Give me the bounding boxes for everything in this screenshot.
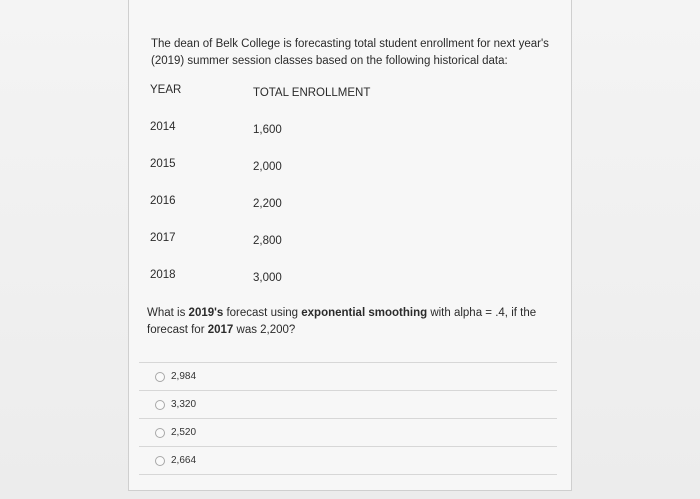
radio-button[interactable] <box>155 456 165 466</box>
answer-option-label: 3,320 <box>171 399 197 410</box>
table-cell-year: 2017 <box>150 232 176 244</box>
radio-button[interactable] <box>155 372 165 382</box>
radio-button[interactable] <box>155 400 165 410</box>
question-intro: The dean of Belk College is forecasting total student enrollment for next year's (2019) summer session classes based on the following historical data: <box>151 38 549 67</box>
answer-option[interactable] <box>139 418 557 446</box>
answer-option[interactable] <box>139 446 557 475</box>
answer-option-label: 2,664 <box>171 455 197 466</box>
answer-option-label: 2,520 <box>171 427 197 438</box>
table-cell-enrollment: 1,600 <box>253 124 282 136</box>
question-prompt: What is 2019's forecast using exponential smoothing with alpha = .4, if the forecast for 2017 was 2,200? <box>147 307 537 336</box>
answer-options <box>139 362 557 475</box>
table-cell-enrollment: 2,200 <box>253 198 282 210</box>
table-cell-year: 2014 <box>150 121 176 133</box>
question-card <box>128 0 572 491</box>
table-cell-enrollment: 2,000 <box>253 161 282 173</box>
table-cell-enrollment: 3,000 <box>253 272 282 284</box>
table-cell-year: 2015 <box>150 158 176 170</box>
table-cell-year: 2016 <box>150 195 176 207</box>
answer-option-label: 2,984 <box>171 371 197 382</box>
table-cell-enrollment: 2,800 <box>253 235 282 247</box>
answer-option[interactable] <box>139 362 557 390</box>
radio-button[interactable] <box>155 428 165 438</box>
table-header-enrollment: TOTAL ENROLLMENT <box>253 87 371 99</box>
table-cell-year: 2018 <box>150 269 176 281</box>
table-header-year: YEAR <box>150 84 182 96</box>
answer-option[interactable] <box>139 390 557 418</box>
